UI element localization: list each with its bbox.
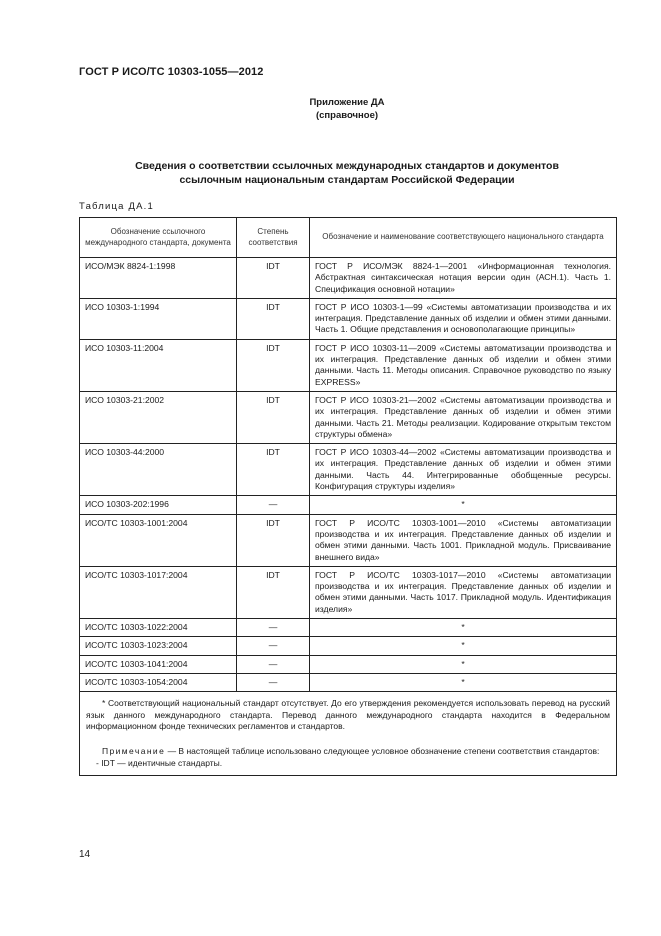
table-footnote-row <box>80 692 617 776</box>
correspondence-table <box>79 217 617 776</box>
cell-degree: — <box>237 496 310 514</box>
section-title-line-2: ссылочным национальным стандартам Российской Федерации <box>179 174 515 186</box>
cell-degree: — <box>237 655 310 673</box>
table-header-row <box>80 218 617 258</box>
table-row <box>80 637 617 655</box>
table-row <box>80 514 617 566</box>
table-row <box>80 655 617 673</box>
appendix-heading <box>79 96 615 122</box>
cell-reference: ИСО 10303-1:1994 <box>80 298 237 339</box>
appendix-subtitle: (справочное) <box>315 110 379 121</box>
table-row <box>80 298 617 339</box>
note-paragraph <box>86 746 610 757</box>
cell-reference: ИСО/МЭК 8824-1:1998 <box>80 258 237 299</box>
cell-degree: IDT <box>237 339 310 391</box>
cell-reference: ИСО 10303-11:2004 <box>80 339 237 391</box>
cell-national: ГОСТ Р ИСО/ТС 10303-1017—2010 «Системы автоматизации производства и их интеграция. Представление данных об изделии и обмен этими данными. Часть 1017. Прикладной модуль. Идентификация изделия» <box>310 566 617 618</box>
cell-national: * <box>310 496 617 514</box>
cell-national: ГОСТ Р ИСО 10303-21—2002 «Системы автоматизации производства и их интеграция. Представление данных об изделии и обмен этими данными. Часть 21. Методы реализации. Кодирование открытым текстом структуры обмена» <box>310 391 617 443</box>
cell-reference: ИСО/ТС 10303-1001:2004 <box>80 514 237 566</box>
cell-degree: — <box>237 637 310 655</box>
table-row <box>80 673 617 691</box>
cell-reference: ИСО/ТС 10303-1017:2004 <box>80 566 237 618</box>
cell-national: ГОСТ Р ИСО/МЭК 8824-1—2001 «Информационная технология. Абстрактная синтаксическая нотация версии один (АСН.1). Часть 1. Спецификация основной нотации» <box>310 258 617 299</box>
cell-national: * <box>310 673 617 691</box>
appendix-title: Приложение ДА <box>309 97 385 108</box>
cell-degree: IDT <box>237 444 310 496</box>
cell-reference: ИСО/ТС 10303-1022:2004 <box>80 619 237 637</box>
cell-national: ГОСТ Р ИСО 10303-44—2002 «Системы автоматизации производства и их интеграция. Представление данных об изделии и обмен этими данными. Часть 44. Интегрированные обобщенные ресурсы. Конфигурация структуры изделия» <box>310 444 617 496</box>
cell-degree: — <box>237 673 310 691</box>
table-row <box>80 619 617 637</box>
page-number: 14 <box>79 849 91 860</box>
cell-degree: IDT <box>237 391 310 443</box>
section-title-line-1: Сведения о соответствии ссылочных международных стандартов и документов <box>135 160 559 172</box>
table-row <box>80 496 617 514</box>
cell-degree: — <box>237 619 310 637</box>
cell-degree: IDT <box>237 514 310 566</box>
header-degree: Степень соответствия <box>237 218 310 258</box>
cell-degree: IDT <box>237 298 310 339</box>
cell-national: ГОСТ Р ИСО/ТС 10303-1001—2010 «Системы автоматизации производства и их интеграция. Представление данных об изделии и обмен этими данными. Часть 1001. Прикладной модуль. Присваивание внешнего вида» <box>310 514 617 566</box>
table-row <box>80 444 617 496</box>
table-row <box>80 339 617 391</box>
cell-national: * <box>310 637 617 655</box>
cell-reference: ИСО 10303-21:2002 <box>80 391 237 443</box>
table-row <box>80 391 617 443</box>
header-reference-standard: Обозначение ссылочного международного стандарта, документа <box>80 218 237 258</box>
note-label: Примечание <box>102 746 166 757</box>
cell-degree: IDT <box>237 258 310 299</box>
table-row <box>80 566 617 618</box>
table-footnote-cell <box>80 692 617 776</box>
table-caption: Таблица ДА.1 <box>79 201 154 212</box>
note-item: - IDT — идентичные стандарты. <box>96 757 223 768</box>
cell-reference: ИСО 10303-202:1996 <box>80 496 237 514</box>
cell-national: * <box>310 655 617 673</box>
cell-reference: ИСО 10303-44:2000 <box>80 444 237 496</box>
cell-degree: IDT <box>237 566 310 618</box>
cell-reference: ИСО/ТС 10303-1041:2004 <box>80 655 237 673</box>
cell-reference: ИСО/ТС 10303-1054:2004 <box>80 673 237 691</box>
cell-reference: ИСО/ТС 10303-1023:2004 <box>80 637 237 655</box>
document-header-code: ГОСТ Р ИСО/ТС 10303-1055—2012 <box>79 66 264 78</box>
section-title <box>79 159 615 187</box>
cell-national: ГОСТ Р ИСО 10303-11—2009 «Системы автоматизации производства и их интеграция. Представление данных об изделии и обмен этими данными. Часть 11. Методы описания. Справочное руководство по языку EXPRESS» <box>310 339 617 391</box>
cell-national: * <box>310 619 617 637</box>
footnote-text: * Соответствующий национальный стандарт отсутствует. До его утверждения рекомендуется использовать перевод на русский язык данного международного стандарта. Перевод данного международного стандарта находится в Федеральном информационном фонде технических регламентов и стандартов. <box>86 698 610 732</box>
cell-national: ГОСТ Р ИСО 10303-1—99 «Системы автоматизации производства и их интеграция. Представление данных об изделии и обмен этими данными. Часть 1. Общие представления и основополагающие принципы» <box>310 298 617 339</box>
table-row <box>80 258 617 299</box>
note-text: — В настоящей таблице использовано следующее условное обозначение степени соответствия стандартов: <box>165 746 600 757</box>
header-national-standard: Обозначение и наименование соответствующего национального стандарта <box>310 218 617 258</box>
